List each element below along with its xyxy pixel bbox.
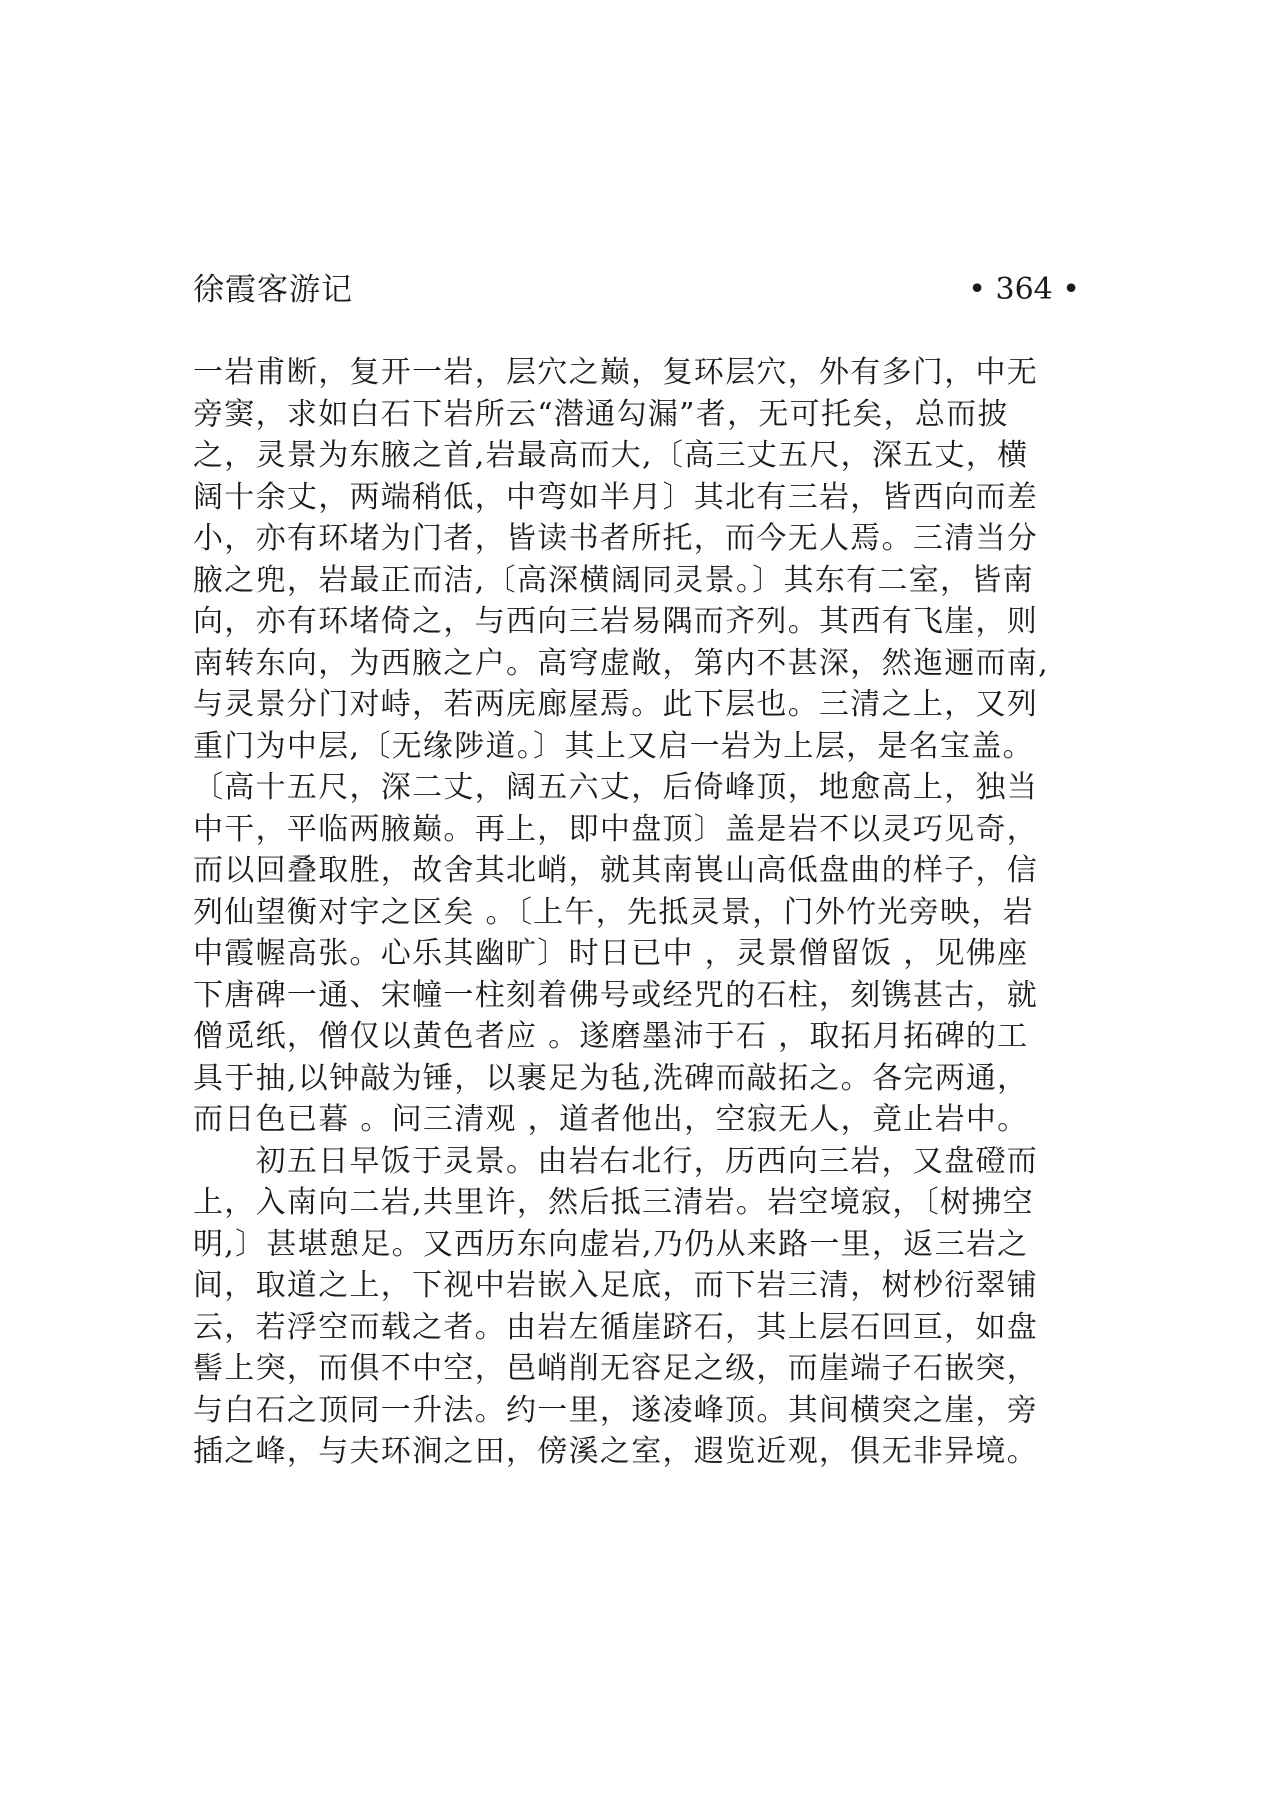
text-line: 中霞幄高张。心乐其幽旷〕时日已中 ，灵景僧留饭 ，见佛座 (193, 936, 1029, 971)
text-line: 云，若浮空而载之者。由岩左循崖跻石，其上层石回亘，如盘 (193, 1309, 1039, 1345)
text-line: 而以回叠取胜，故舍其北峭，就其南嵔山高低盘曲的样子，信 (193, 853, 1039, 888)
text-line: 之，灵景为东腋之首,岩最高而大,〔高三丈五尺，深五丈，横 (193, 438, 1029, 473)
text-line: 向，亦有环堵倚之，与西向三岩易隅而齐列。其西有飞崖，则 (193, 604, 1039, 639)
book-title: 徐霞客游记 (193, 272, 353, 308)
page-header (193, 266, 1080, 314)
text-line: 与灵景分门对峙，若两庑廊屋焉。此下层也。三清之上，又列 (193, 687, 1039, 722)
text-line: 与白石之顶同一升法。约一里，遂凌峰顶。其间横突之崖，旁 (193, 1392, 1039, 1428)
paragraph-first-line: 初五日早饭于灵景。由岩右北行，历西向三岩，又盘磴而 (193, 1143, 1039, 1179)
text-line: 〔高十五尺，深二丈，阔五六丈，后倚峰顶，地愈高上，独当 (193, 770, 1039, 805)
text-line: 阔十余丈，两端稍低，中弯如半月〕其北有三岩，皆西向而差 (193, 479, 1039, 515)
text-line: 间，取道之上，下视中岩嵌入足底，而下岩三清，树杪衍翠铺 (193, 1268, 1039, 1303)
text-line: 腋之兜，岩最正而洁,〔高深横阔同灵景。〕其东有二室，皆南 (193, 562, 1034, 598)
text-line: 中干，平临两腋巅。再上，即中盘顶〕盖是岩不以灵巧见奇， (193, 811, 1039, 847)
text-line: 上，入南向二岩,共里许，然后抵三清岩。岩空境寂，〔树拂空 (193, 1185, 1034, 1220)
text-line: 而日色已暮 。问三清观 ，道者他出，空寂无人，竟止岩中。 (193, 1102, 1029, 1137)
text-line: 一岩甫断，复开一岩，层穴之巅，复环层穴，外有多门，中无 (193, 355, 1039, 390)
text-line: 下唐碑一通、宋幢一柱刻着佛号或经咒的石柱，刻镌甚古，就 (193, 977, 1039, 1013)
text-line: 具于抽,以钟敲为锤，以裹足为毡,洗碑而敲拓之。各完两通， (193, 1060, 1029, 1096)
text-line: 髻上突，而俱不中空，邑峭削无容足之级，而崖端子石嵌突， (193, 1351, 1039, 1386)
text-line: 南转东向，为西腋之户。高穹虚敞，第内不甚深，然迤逦而南, (193, 645, 1049, 681)
text-line: 小，亦有环堵为门者，皆读书者所托，而今无人焉。三清当分 (193, 521, 1039, 556)
page-number: • 364 • (968, 272, 1080, 307)
text-line: 插之峰，与夫环涧之田，傍溪之室，遐览近观，俱无非异境。 (193, 1434, 1039, 1469)
text-line: 僧觅纸，僧仅以黄色者应 。遂磨墨沛于石 ，取拓月拓碑的工 (193, 1019, 1029, 1054)
body-text (193, 352, 1093, 1473)
text-line: 重门为中层,〔无缘陟道。〕其上又启一岩为上层，是名宝盖。 (193, 728, 1034, 764)
text-line: 列仙望衡对宇之区矣 。〔上午，先抵灵景，门外竹光旁映，岩 (193, 894, 1034, 930)
text-line: 明,〕甚堪憩足。又西历东向虚岩,乃仍从来路一里，返三岩之 (193, 1226, 1029, 1262)
text-line: 旁窦，求如白石下岩所云“潜通勾漏”者，无可托矣，总而披 (193, 396, 1009, 432)
